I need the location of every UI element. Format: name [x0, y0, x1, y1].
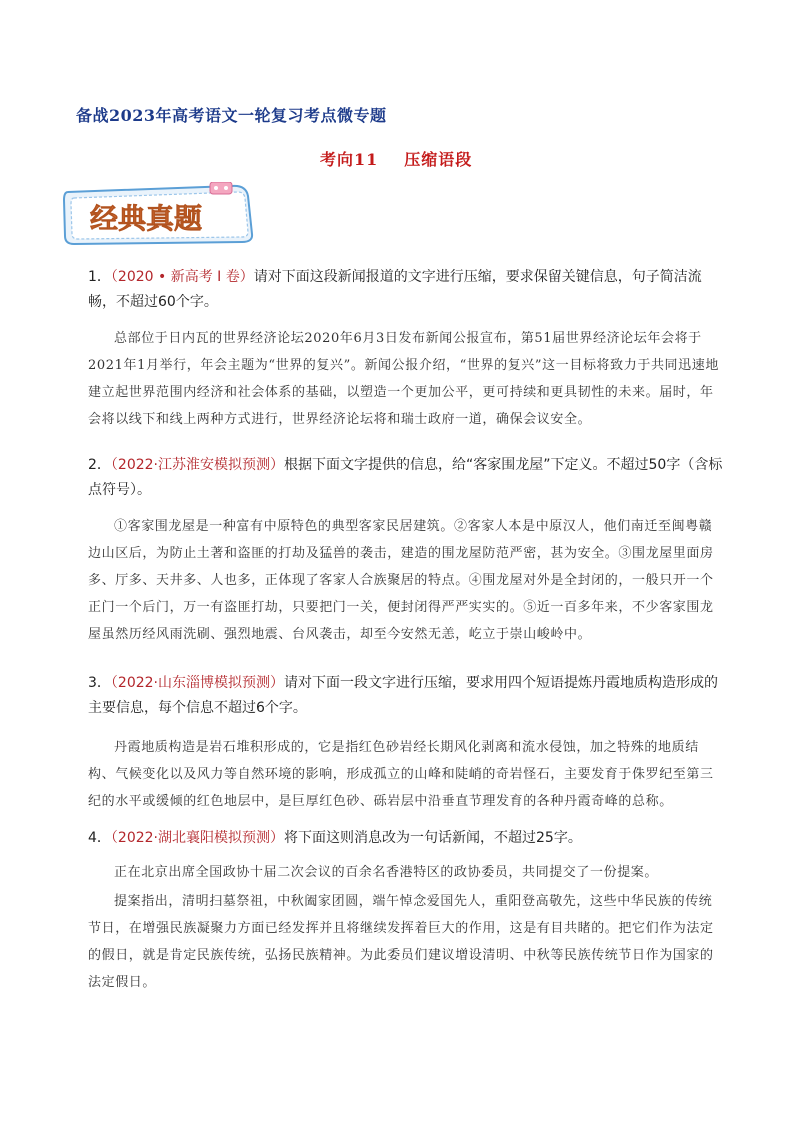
topic-name: 压缩语段: [404, 150, 473, 169]
question-source: （2022·江苏淮安模拟预测）: [110, 457, 285, 473]
question-2: 2．（2022·江苏淮安模拟预测）根据下面文字提供的信息，给“客家围龙屋”下定义。不超过50字（含标点符号）。: [88, 457, 723, 498]
question-prompt: 将下面这则消息改为一句话新闻，不超过25字。: [284, 830, 582, 846]
question-prompt: 请对下面这段新闻报道的文字进行压缩，要求保留关键信息，句子简洁流畅，不超过60个字。: [88, 269, 702, 310]
question-source: （2020 • 新高考 I 卷）: [110, 269, 254, 285]
question-1-passage: 总部位于日内瓦的世界经济论坛2020年6月3日发布新闻公报宣布，第51届世界经济论坛年会将于2021年1月举行，年会主题为“世界的复兴”。新闻公报介绍，“世界的复兴”这一目标将致力于共同迅速地建立起世界范围内经济和社会体系的基础，以塑造一个更加公平，更可持续和更具韧性的未来。届时，年会将以线下和线上两种方式进行，世界经济论坛将和瑞士政府一道，确保会议安全。: [88, 331, 719, 427]
question-1: 1．（2020 • 新高考 I 卷）请对下面这段新闻报道的文字进行压缩，要求保留关键信息，句子简洁流畅，不超过60个字。: [88, 269, 702, 310]
topic-number: 考向11: [320, 150, 379, 169]
question-3: 3．（2022·山东淄博模拟预测）请对下面一段文字进行压缩，要求用四个短语提炼丹霞地质构造形成的主要信息，每个信息不超过6个字。: [88, 675, 719, 716]
banner-label: 经典真题: [90, 202, 203, 235]
question-4-passage-2: 提案指出，清明扫墓祭祖，中秋阖家团圆，端午悼念爱国先人，重阳登高敬先，这些中华民族的传统节日，在增强民族凝聚力方面已经发挥并且将继续发挥着巨大的作用，这是有目共睹的。把它们作为法定的假日，就是肯定民族传统，弘扬民族精神。为此委员们建议增设清明、中秋等民族传统节日作为国家的法定假日。: [88, 894, 714, 990]
section-banner: [62, 182, 262, 246]
question-prompt: 根据下面文字提供的信息，给“客家围龙屋”下定义。不超过50字（含标点符号）。: [88, 457, 723, 498]
banner-graphic: [62, 182, 262, 246]
question-source: （2022·湖北襄阳模拟预测）: [110, 830, 285, 846]
question-2-passage: ①客家围龙屋是一种富有中原特色的典型客家民居建筑。②客家人本是中原汉人，他们南迁至闽粤赣边山区后，为防止土著和盗匪的打劫及猛兽的袭击，建造的围龙屋防范严密，甚为安全。③围龙屋里面房多、厅多、天井多、人也多，正体现了客家人合族聚居的特点。④围龙屋对外是全封闭的，一般只开一个正门一个后门，万一有盗匪打劫，只要把门一关，便封闭得严严实实的。⑤近一百多年来，不少客家围龙屋虽然历经风雨洗刷、强烈地震、台风袭击，却至今安然无恙，屹立于崇山峻岭中。: [88, 519, 714, 642]
question-source: （2022·山东淄博模拟预测）: [110, 675, 285, 691]
question-4-passage-1: 正在北京出席全国政协十届二次会议的百余名香港特区的政协委员，共同提交了一份提案。: [114, 865, 659, 880]
question-3-passage: 丹霞地质构造是岩石堆积形成的，它是指红色砂岩经长期风化剥离和流水侵蚀，加之特殊的地质结构、气候变化以及风力等自然环境的影响，形成孤立的山峰和陡峭的奇岩怪石，主要发育于侏罗纪至第三纪的水平或缓倾的红色地层中，是巨厚红色砂、砾岩层中沿垂直节理发育的各种丹霞奇峰的总称。: [88, 740, 714, 809]
page-subtitle: [320, 147, 472, 170]
question-4: 4．（2022·湖北襄阳模拟预测）将下面这则消息改为一句话新闻，不超过25字。: [88, 830, 582, 846]
question-prompt: 请对下面一段文字进行压缩，要求用四个短语提炼丹霞地质构造形成的主要信息，每个信息不超过6个字。: [88, 675, 719, 716]
clip-icon: [210, 182, 232, 194]
page-header-title: 备战2023年高考语文一轮复习考点微专题: [76, 106, 387, 125]
